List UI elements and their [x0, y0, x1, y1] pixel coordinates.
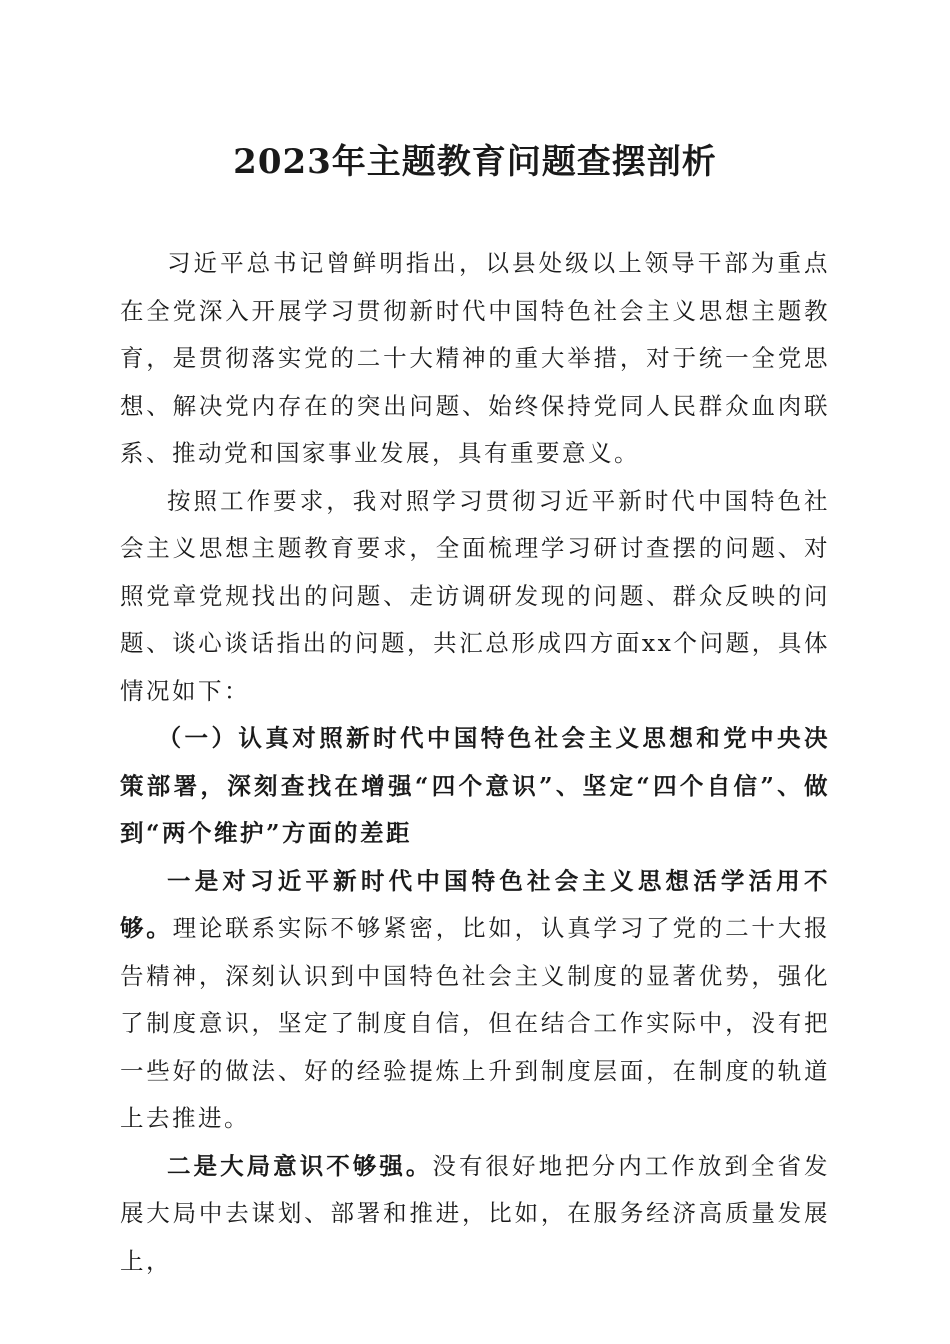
section-heading-1: （一）认真对照新时代中国特色社会主义思想和党中央决策部署，深刻查找在增强“四个意识”、坚定“四个自信”、做到“两个维护”方面的差距	[120, 724, 830, 847]
paragraph-issue-1	[120, 858, 830, 1143]
issue-2-lead: 二是大局意识不够强。	[167, 1151, 433, 1180]
issue-1-body: 理论联系实际不够紧密，比如，认真学习了党的二十大报告精神，深刻认识到中国特色社会主义制度的显著优势，强化了制度意识，坚定了制度自信，但在结合工作实际中，没有把一些好的做法、好的经验提炼上升到制度层面，在制度的轨道上去推进。	[120, 914, 831, 1132]
paragraph-intro: 习近平总书记曾鲜明指出，以县处级以上领导干部为重点在全党深入开展学习贯彻新时代中国特色社会主义思想主题教育，是贯彻落实党的二十大精神的重大举措，对于统一全党思想、解决党内存在的突出问题、始终保持党同人民群众血肉联系、推动党和国家事业发展，具有重要意义。	[120, 249, 830, 467]
issue-1-lead: 一是对习近平新时代中国特色社会主义思想活学活用不够。	[120, 866, 830, 942]
paragraph-requirements: 按照工作要求，我对照学习贯彻习近平新时代中国特色社会主义思想主题教育要求，全面梳理学习研讨查摆的问题、对照党章党规找出的问题、走访调研发现的问题、群众反映的问题、谈心谈话指出的问题，共汇总形成四方面xx个问题，具体情况如下：	[120, 486, 830, 705]
paragraph-issue-2	[120, 1143, 830, 1286]
issue-2-body: 没有很好地把分内工作放到全省发展大局中去谋划、部署和推进，比如，在服务经济高质量发展上，	[120, 1151, 831, 1275]
document-title: 2023年主题教育问题查摆剖析	[233, 142, 717, 182]
